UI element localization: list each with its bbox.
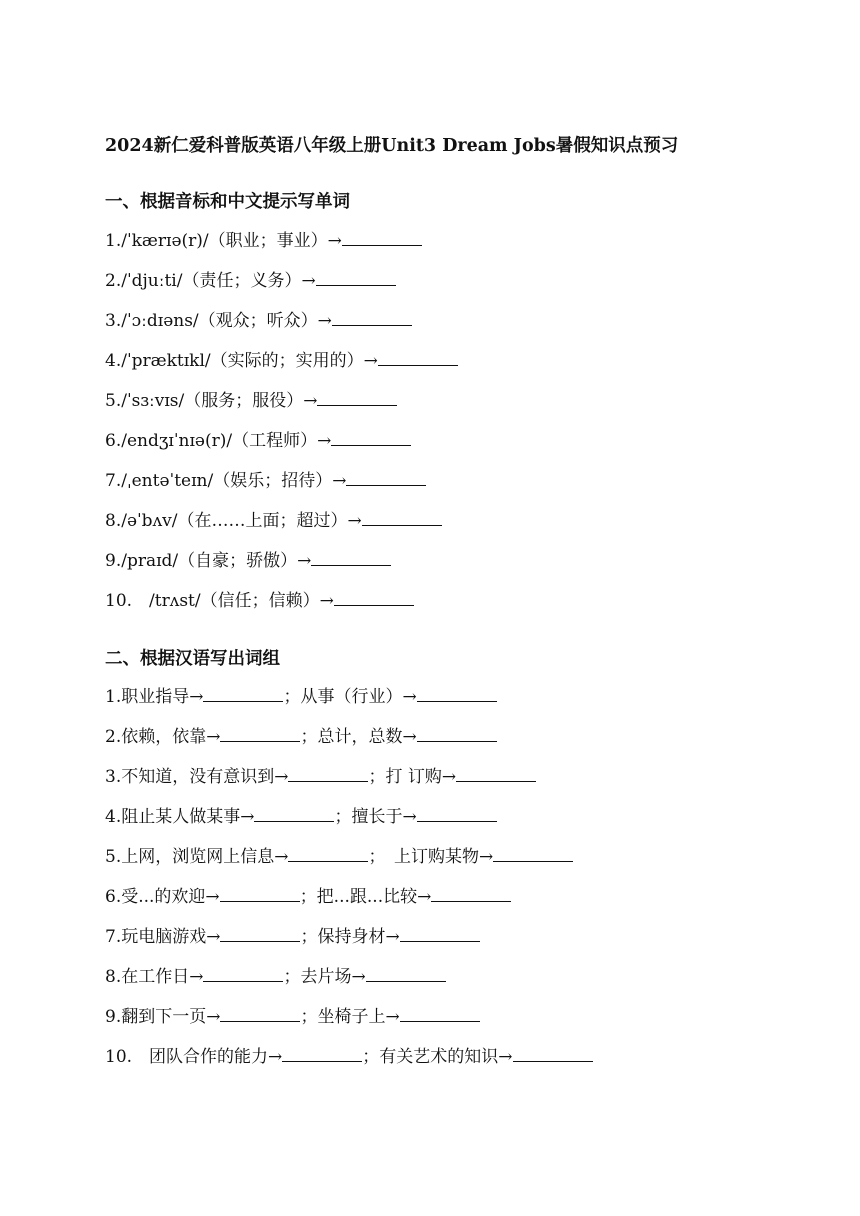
word-item-prompt: 10. /trʌst/（信任；信赖）→	[105, 591, 334, 611]
phrase-prompt-a: 4.阻止某人做某事→	[105, 807, 255, 827]
word-item-prompt: 2./ˈdjuːti/（责任；义务）→	[105, 271, 316, 291]
answer-blank[interactable]	[288, 767, 368, 782]
word-item-prompt: 4./ˈpræktɪkl/（实际的；实用的）→	[105, 351, 378, 371]
answer-blank[interactable]	[366, 967, 446, 982]
phrase-item	[105, 886, 511, 908]
word-item	[105, 550, 391, 572]
answer-blank[interactable]	[513, 1047, 593, 1062]
phrase-prompt-b: ；打 订购→	[368, 767, 457, 787]
answer-blank[interactable]	[332, 311, 412, 326]
phrase-item	[105, 1006, 480, 1028]
word-item-prompt: 3./ˈɔːdɪəns/（观众；听众）→	[105, 311, 332, 331]
answer-blank[interactable]	[346, 471, 426, 486]
answer-blank[interactable]	[417, 807, 497, 822]
answer-blank[interactable]	[220, 727, 300, 742]
answer-blank[interactable]	[203, 687, 283, 702]
phrase-item	[105, 766, 536, 788]
phrase-prompt-a: 8.在工作日→	[105, 967, 204, 987]
phrase-prompt-b: ；坐椅子上→	[300, 1007, 400, 1027]
answer-blank[interactable]	[334, 591, 414, 606]
word-item	[105, 430, 411, 452]
phrase-prompt-a: 7.玩电脑游戏→	[105, 927, 221, 947]
word-item-prompt: 7./ˌentəˈteɪn/（娱乐；招待）→	[105, 471, 347, 491]
phrase-item	[105, 926, 480, 948]
answer-blank[interactable]	[342, 231, 422, 246]
section-1-heading: 一、根据音标和中文提示写单词	[105, 192, 350, 212]
answer-blank[interactable]	[220, 887, 300, 902]
answer-blank[interactable]	[288, 847, 368, 862]
word-item	[105, 390, 397, 412]
word-item-prompt: 5./ˈsɜːvɪs/（服务；服役）→	[105, 391, 318, 411]
phrase-prompt-a: 1.职业指导→	[105, 687, 204, 707]
phrase-item	[105, 846, 573, 868]
answer-blank[interactable]	[282, 1047, 362, 1062]
phrase-prompt-a: 6.受...的欢迎→	[105, 887, 220, 907]
phrase-prompt-a: 2.依赖，依靠→	[105, 727, 221, 747]
answer-blank[interactable]	[203, 967, 283, 982]
phrase-item	[105, 726, 497, 748]
word-item-prompt: 1./ˈkærɪə(r)/（职业；事业）→	[105, 231, 342, 251]
phrase-prompt-b: ；有关艺术的知识→	[362, 1047, 513, 1067]
word-item	[105, 270, 396, 292]
phrase-item	[105, 806, 497, 828]
answer-blank[interactable]	[331, 431, 411, 446]
answer-blank[interactable]	[493, 847, 573, 862]
phrase-prompt-b: ；擅长于→	[334, 807, 417, 827]
phrase-prompt-a: 9.翻到下一页→	[105, 1007, 221, 1027]
answer-blank[interactable]	[317, 391, 397, 406]
phrase-item	[105, 966, 446, 988]
phrase-prompt-b: ；保持身材→	[300, 927, 400, 947]
word-item	[105, 350, 458, 372]
answer-blank[interactable]	[311, 551, 391, 566]
page-title: 2024新仁爱科普版英语八年级上册Unit3 Dream Jobs暑假知识点预习	[105, 136, 679, 156]
word-item	[105, 510, 442, 532]
answer-blank[interactable]	[220, 1007, 300, 1022]
word-item	[105, 470, 426, 492]
answer-blank[interactable]	[417, 727, 497, 742]
answer-blank[interactable]	[220, 927, 300, 942]
phrase-prompt-a: 10. 团队合作的能力→	[105, 1047, 283, 1067]
word-item	[105, 310, 412, 332]
phrase-prompt-a: 3.不知道，没有意识到→	[105, 767, 289, 787]
phrase-prompt-b: ； 上订购某物→	[368, 847, 494, 867]
phrase-prompt-b: ；从事（行业）→	[283, 687, 417, 707]
word-item-prompt: 9./praɪd/（自豪；骄傲）→	[105, 551, 312, 571]
answer-blank[interactable]	[378, 351, 458, 366]
phrase-item	[105, 1046, 593, 1068]
word-item	[105, 230, 422, 252]
phrase-prompt-a: 5.上网，浏览网上信息→	[105, 847, 289, 867]
answer-blank[interactable]	[316, 271, 396, 286]
phrase-prompt-b: ；把...跟...比较→	[299, 887, 432, 907]
answer-blank[interactable]	[254, 807, 334, 822]
answer-blank[interactable]	[431, 887, 511, 902]
word-item-prompt: 6./endʒɪˈnɪə(r)/（工程师）→	[105, 431, 332, 451]
section-2-heading: 二、根据汉语写出词组	[105, 649, 280, 669]
answer-blank[interactable]	[456, 767, 536, 782]
answer-blank[interactable]	[417, 687, 497, 702]
phrase-item	[105, 686, 497, 708]
phrase-prompt-b: ；去片场→	[283, 967, 366, 987]
phrase-prompt-b: ；总计，总数→	[300, 727, 417, 747]
answer-blank[interactable]	[400, 1007, 480, 1022]
word-item-prompt: 8./əˈbʌv/（在……上面；超过）→	[105, 511, 362, 531]
answer-blank[interactable]	[362, 511, 442, 526]
answer-blank[interactable]	[400, 927, 480, 942]
word-item	[105, 590, 414, 612]
